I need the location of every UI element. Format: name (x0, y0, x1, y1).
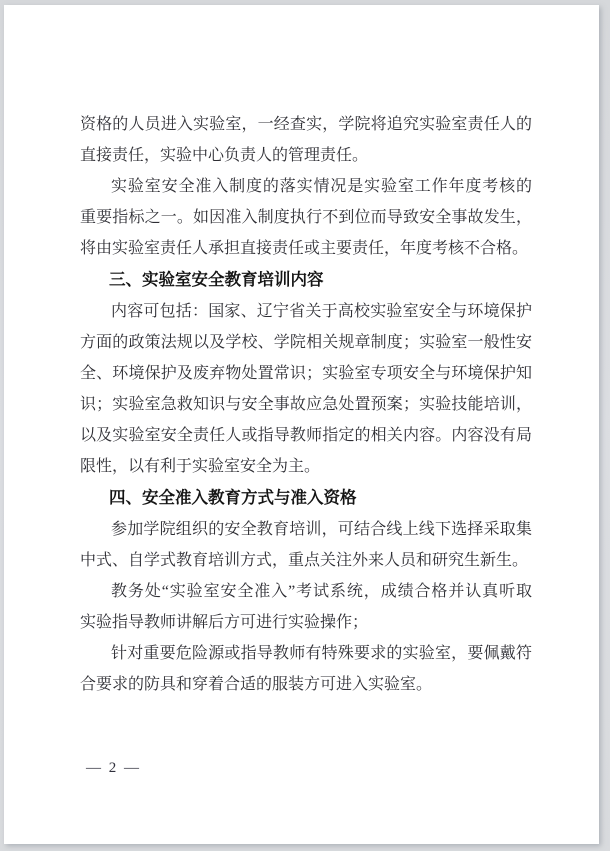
document-content (80, 109, 532, 700)
section-heading: 三、实验室安全教育培训内容 (109, 271, 324, 289)
page-paper (4, 5, 599, 844)
text-line: 直接责任，实验中心负责人的管理责任。 (80, 147, 369, 164)
section-heading: 四、安全准入教育方式与准入资格 (109, 489, 357, 507)
text-line: 实验指导教师讲解后方可进行实验操作； (80, 614, 369, 631)
text-line: 合要求的防具和穿着合适的服装方可进入实验室。 (80, 676, 433, 693)
text-line: 重要指标之一。如因准入制度执行不到位而导致安全事故发生， (80, 209, 532, 226)
text-line: 内容可包括：国家、辽宁省关于高校实验室安全与环境保护 (111, 303, 532, 320)
text-line: 限性，以有利于实验室安全为主。 (80, 458, 321, 475)
text-line: 教务处“实验室安全准入”考试系统，成绩合格并认真听取 (111, 583, 532, 600)
text-line: 识；实验室急救知识与安全事故应急处置预案；实验技能培训， (80, 396, 532, 413)
text-line: 参加学院组织的安全教育培训，可结合线上线下选择采取集 (111, 521, 532, 538)
text-line: 实验室安全准入制度的落实情况是实验室工作年度考核的 (111, 178, 532, 195)
text-line: 资格的人员进入实验室，一经查实，学院将追究实验室责任人的 (80, 116, 532, 133)
text-line: 中式、自学式教育培训方式，重点关注外来人员和研究生新生。 (80, 552, 529, 569)
text-line: 针对重要危险源或指导教师有特殊要求的实验室，要佩戴符 (111, 645, 532, 662)
text-line: 将由实验室责任人承担直接责任或主要责任，年度考核不合格。 (80, 240, 529, 257)
text-line: 全、环境保护及废弃物处置常识；实验室专项安全与环境保护知 (80, 365, 532, 382)
page-number: — 2 — (86, 760, 141, 776)
text-line: 以及实验室安全责任人或指导教师指定的相关内容。内容没有局 (80, 427, 532, 444)
text-line: 方面的政策法规以及学校、学院相关规章制度；实验室一般性安 (80, 334, 532, 351)
